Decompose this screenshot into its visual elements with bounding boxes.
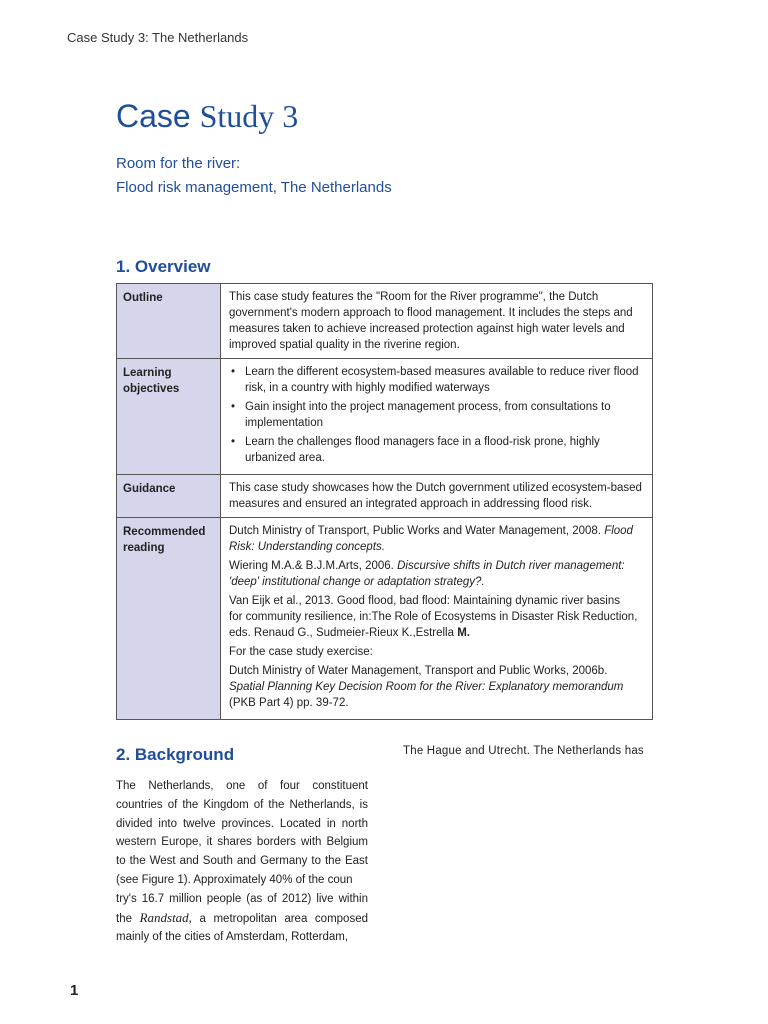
- row-text-outline: This case study features the "Room for the River programme", the Dutch government's modern approach to flood management. It includes the steps and measures taken to achieve increased protection against high water levels and improved spatial quality in the riverine region.: [221, 284, 653, 359]
- row-label-outline: Outline: [117, 284, 221, 359]
- exercise-label: For the case study exercise:: [229, 646, 373, 658]
- background-paragraph: [116, 777, 368, 947]
- section-heading-background: 2. Background: [116, 745, 235, 764]
- reference-1: [229, 523, 644, 555]
- section-heading-overview: 1. Overview: [116, 257, 211, 276]
- row-text-guidance: This case study showcases how the Dutch government utilized ecosystem-based measures and ensured an integrated approach in addressing flood risk.: [221, 475, 653, 518]
- table-row-reading: [117, 518, 653, 720]
- reference-4-title: Spatial Planning Key Decision Room for the River: Explanatory memorandum: [229, 681, 624, 693]
- background-randstad: Randstad,: [139, 909, 192, 925]
- reference-2-title: Discursive shifts in Dutch river management: 'deep' institutional change or adaptation strategy?.: [229, 560, 625, 588]
- title-word-study: Study 3: [199, 98, 299, 134]
- page-number: 1: [70, 982, 79, 999]
- row-text-reading: [221, 518, 653, 720]
- reference-1-title: Flood Risk: Understanding concepts.: [229, 525, 633, 553]
- reference-4: [229, 663, 644, 711]
- reference-3: [229, 593, 644, 641]
- running-header: Case Study 3: The Netherlands: [67, 30, 249, 45]
- learning-objectives-list: [229, 364, 644, 466]
- reference-4-tail: (PKB Part 4) pp. 39-72.: [229, 697, 349, 709]
- row-label-guidance: Guidance: [117, 475, 221, 518]
- overview-table: [116, 283, 653, 720]
- background-right-column: The Hague and Utrecht. The Netherlands has: [403, 745, 644, 757]
- case-study-title: [116, 98, 298, 135]
- list-item: • Gain insight into the project management process, from consultations to implementation: [229, 399, 644, 431]
- row-label-learning: Learning objectives: [117, 359, 221, 475]
- background-text-1: The Netherlands, one of four constituent countries of the Kingdom of the Netherlands, is divided into twelve provinces. Located in north western Europe, it shares borders with Belgium to the West and South and Germany to the East (see Figure 1). Approximately 40% of the coun: [116, 780, 368, 886]
- table-row-guidance: [117, 475, 653, 518]
- reference-3-line-1: Van Eijk et al., 2013. Good flood, bad flood: Maintaining dynamic river basins: [229, 595, 621, 607]
- reference-1-text: Dutch Ministry of Transport, Public Works and Water Management, 2008.: [229, 525, 605, 537]
- background-text-2: try's 16.7 million people (as of 2012) live within the: [116, 892, 368, 925]
- table-row-outline: [117, 284, 653, 359]
- reference-3-line-3: eds. Renaud G., Sudmeier-Rieux K.,Estrella: [229, 627, 458, 639]
- reference-2: [229, 558, 644, 590]
- list-item: • Learn the different ecosystem-based measures available to reduce river flood risk, in a country with highly modified waterways: [229, 364, 644, 396]
- title-word-case: Case: [116, 98, 191, 134]
- table-row-learning: [117, 359, 653, 475]
- row-label-reading: Recommended reading: [117, 518, 221, 720]
- background-text-3: a metropolitan area composed mainly of the cities of Amsterdam, Rotterdam,: [116, 912, 368, 944]
- list-item: • Learn the challenges flood managers face in a flood-risk prone, highly urbanized area.: [229, 434, 644, 466]
- row-text-learning: [221, 359, 653, 475]
- reference-2-text: Wiering M.A.& B.J.M.Arts, 2006.: [229, 560, 398, 572]
- reference-3-bold: M.: [457, 627, 470, 639]
- reference-4-text: Dutch Ministry of Water Management, Transport and Public Works, 2006b.: [229, 665, 608, 677]
- subtitle-line-1: Room for the river:: [116, 155, 241, 172]
- subtitle-line-2: Flood risk management, The Netherlands: [116, 179, 392, 196]
- reference-3-line-2: for community resilience, in:The Role of Ecosystems in Disaster Risk Reduction,: [229, 611, 638, 623]
